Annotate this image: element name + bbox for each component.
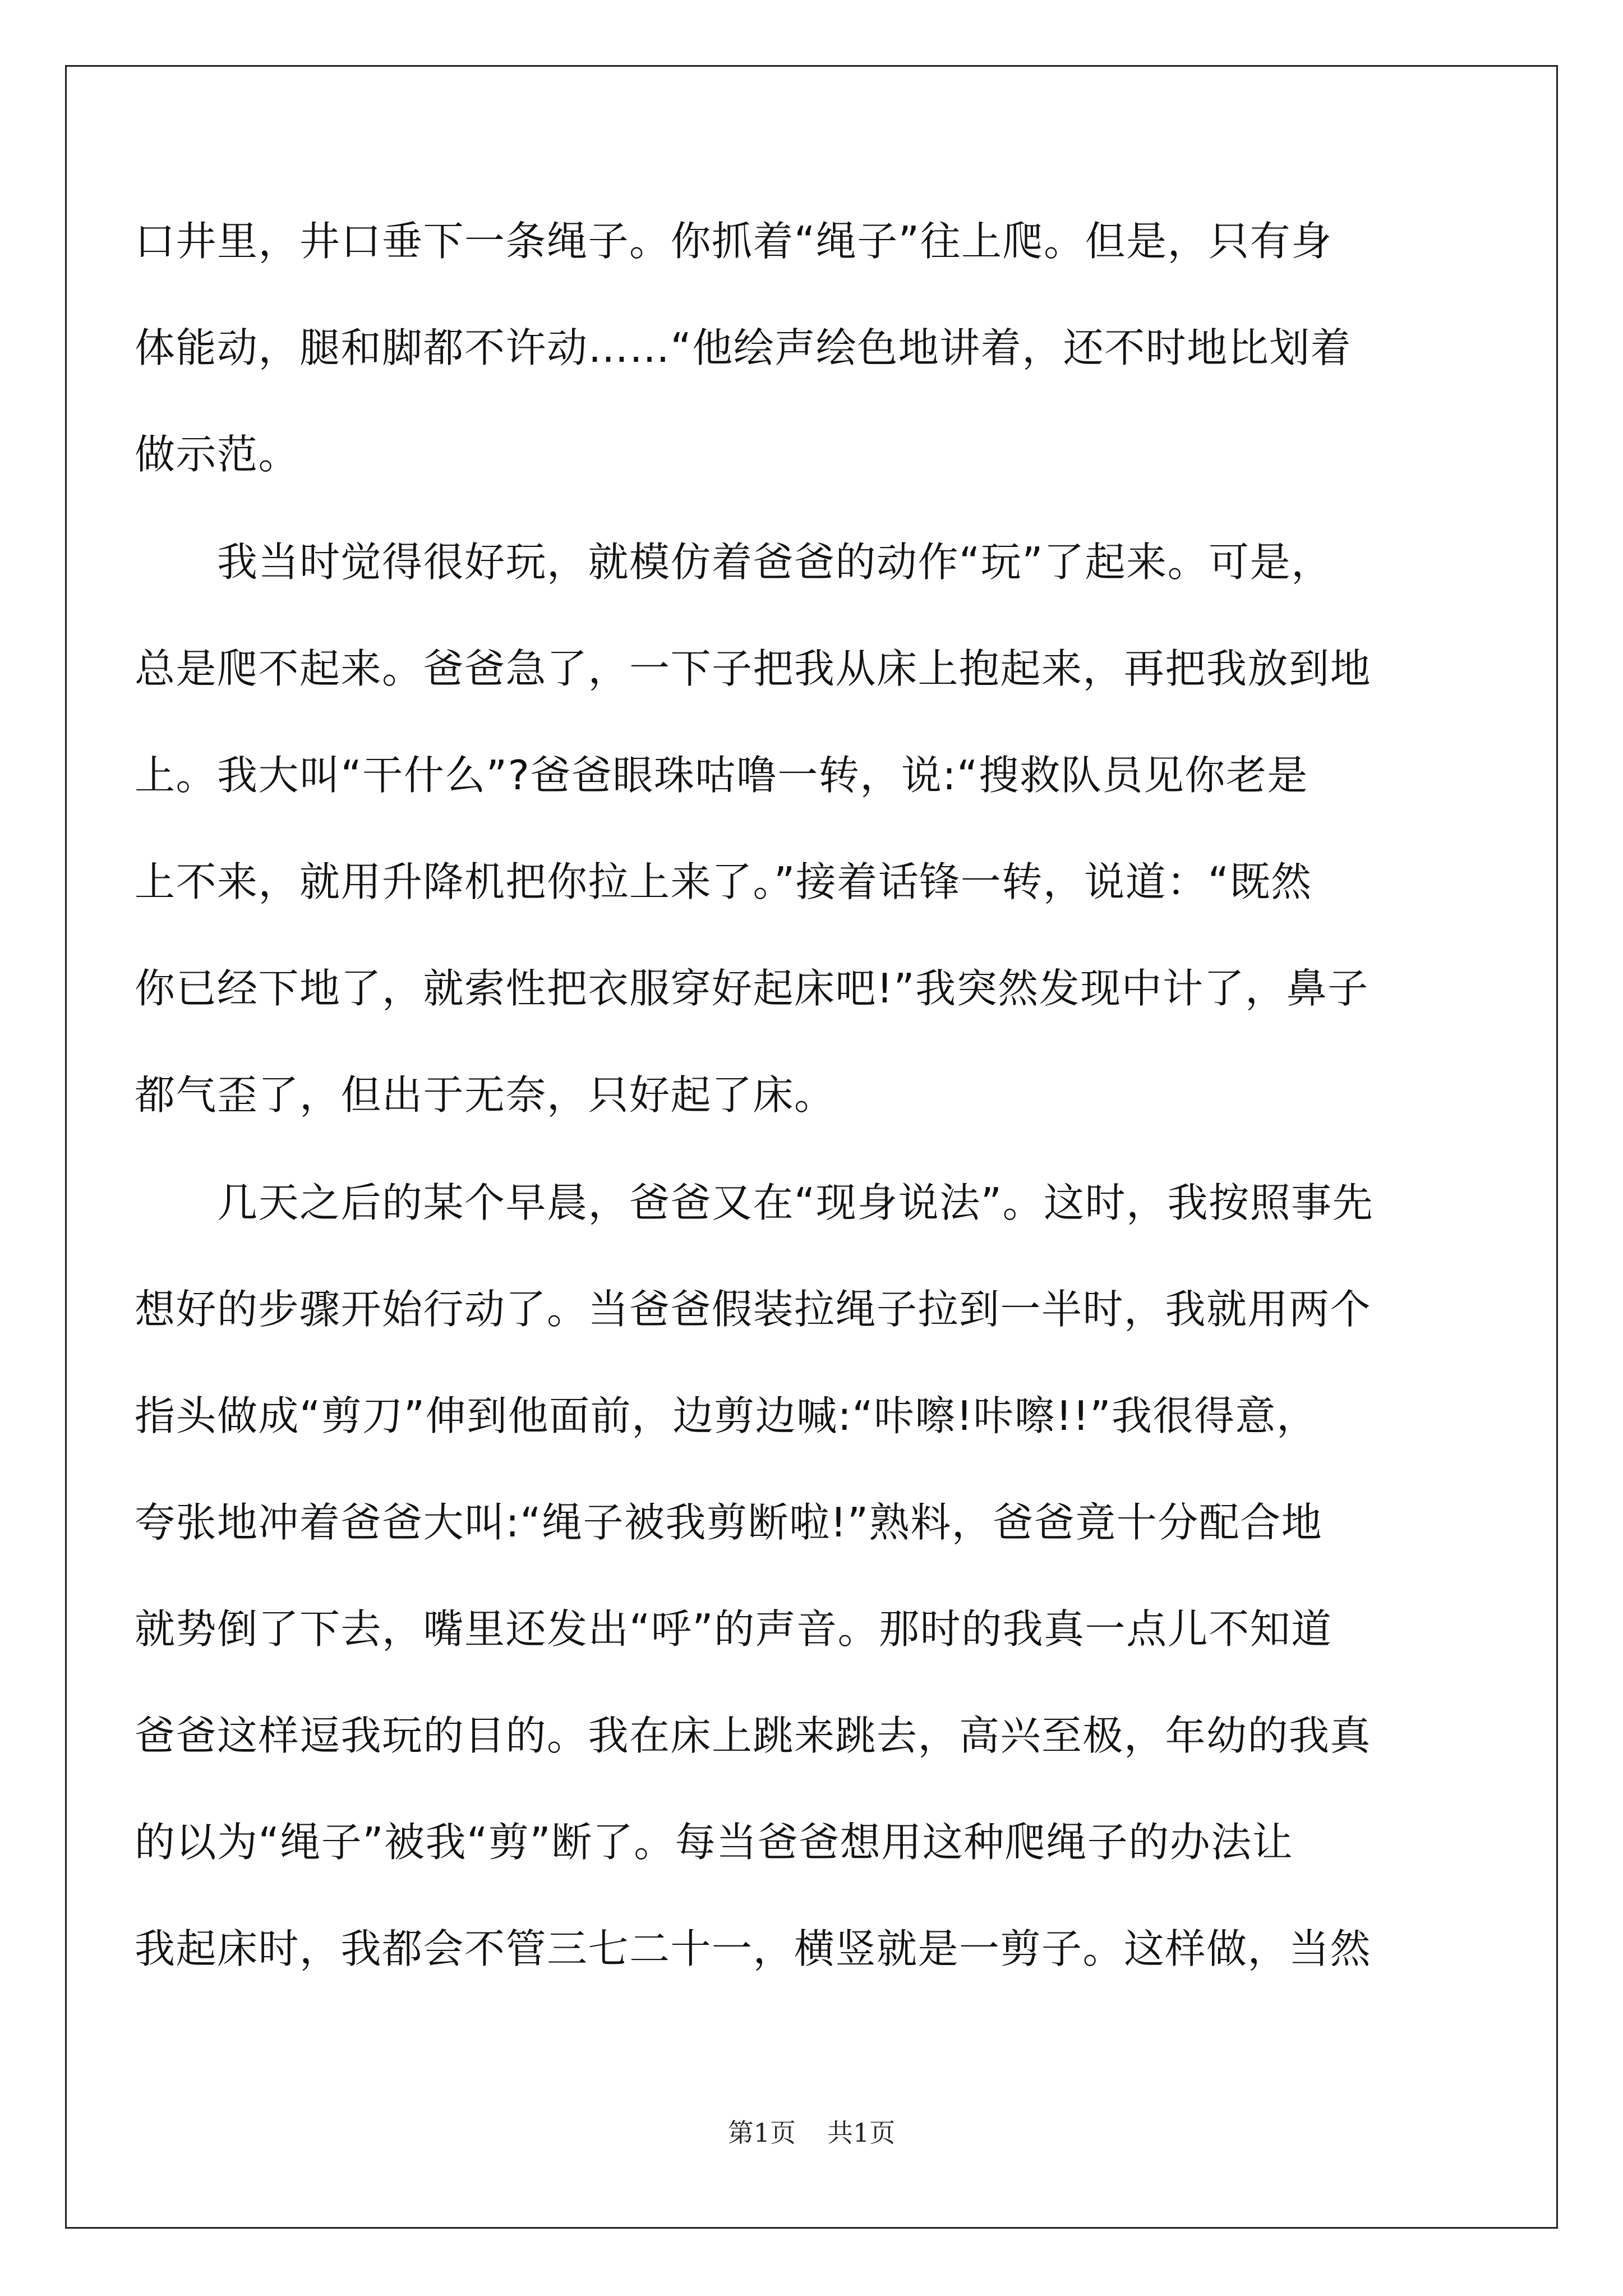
text-line-4: 我当时觉得很好玩，就模仿着爸爸的动作“玩”了起来。可是，	[135, 539, 1332, 586]
text-line-16: 的以为“绳子”被我“剪”断了。每当爸爸想用这种爬绳子的办法让	[135, 1819, 1294, 1866]
text-line-7: 上不来，就用升降机把你拉上来了。”接着话锋一转，说道：“既然	[135, 858, 1312, 905]
text-line-10: 几天之后的某个早晨，爸爸又在“现身说法”。这时，我按照事先	[135, 1179, 1374, 1226]
text-line-5: 总是爬不起来。爸爸急了，一下子把我从床上抱起来，再把我放到地	[135, 645, 1372, 692]
text-line-1: 口井里，井口垂下一条绳子。你抓着“绳子”往上爬。但是，只有身	[135, 218, 1332, 265]
text-line-9: 都气歪了，但出于无奈，只好起了床。	[135, 1071, 836, 1119]
text-line-3: 做示范。	[135, 431, 300, 478]
text-line-12: 指头做成“剪刀”伸到他面前，边剪边喊:“咔嚓!咔嚓!!”我很得意，	[135, 1392, 1318, 1439]
page-total: 共1页	[827, 2118, 896, 2148]
text-line-13: 夸张地冲着爸爸大叫:“绳子被我剪断啦!”熟料，爸爸竟十分配合地	[135, 1499, 1323, 1546]
text-line-17: 我起床时，我都会不管三七二十一，横竖就是一剪子。这样做，当然	[135, 1925, 1372, 1972]
text-line-14: 就势倒了下去，嘴里还发出“呼”的声音。那时的我真一点儿不知道	[135, 1605, 1332, 1653]
text-line-6: 上。我大叫“干什么”?爸爸眼珠咕噜一转，说:“搜救队员见你老是	[135, 752, 1308, 799]
text-line-8: 你已经下地了，就索性把衣服穿好起床吧!”我突然发现中计了，鼻子	[135, 965, 1369, 1012]
text-line-2: 体能动，腿和脚都不许动……“他绘声绘色地讲着，还不时地比划着	[135, 324, 1352, 371]
page-footer	[0, 2116, 1623, 2150]
text-line-11: 想好的步骤开始行动了。当爸爸假装拉绳子拉到一半时，我就用两个	[135, 1286, 1372, 1333]
page-current: 第1页	[727, 2118, 796, 2148]
text-line-15: 爸爸这样逗我玩的目的。我在床上跳来跳去，高兴至极，年幼的我真	[135, 1712, 1372, 1759]
